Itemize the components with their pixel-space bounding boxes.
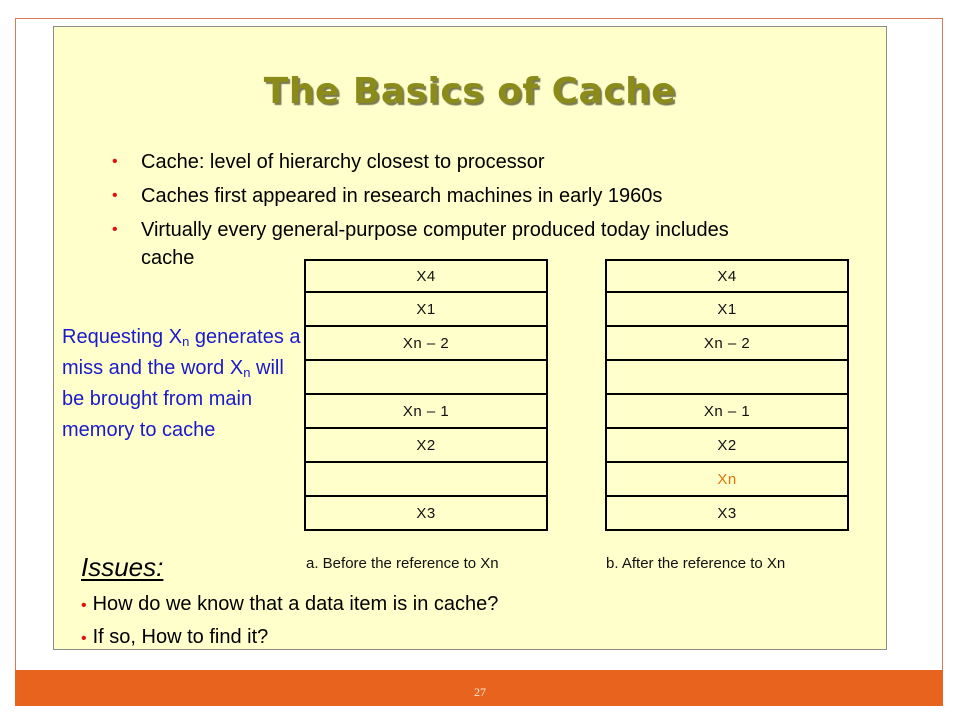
bullet-dot-icon: • <box>81 597 87 614</box>
cache-row: X4 <box>306 259 546 293</box>
cache-row: X2 <box>607 429 847 463</box>
cache-row: Xn – 2 <box>306 327 546 361</box>
cache-row: X1 <box>607 293 847 327</box>
bullet-dot-icon: • <box>112 187 118 204</box>
note-text: will be brought from main memory to cache <box>62 357 284 441</box>
issues-list <box>81 590 498 656</box>
cache-table-after <box>605 259 849 531</box>
cache-row: Xn – 1 <box>306 395 546 429</box>
cache-row <box>306 361 546 395</box>
cache-row: Xn – 2 <box>607 327 847 361</box>
issues-heading: Issues: <box>81 552 164 582</box>
bullet-text: Caches first appeared in research machines in early 1960s <box>141 185 663 207</box>
cache-row: X1 <box>306 293 546 327</box>
slide-title: The Basics of Cache <box>263 71 677 112</box>
cache-row: X3 <box>306 497 546 531</box>
caption-before: a. Before the reference to Xn <box>306 555 499 572</box>
bullet-text: Virtually every general-purpose computer produced today includes cache <box>141 219 729 269</box>
cache-row: Xn – 1 <box>607 395 847 429</box>
note-subscript: n <box>243 365 251 380</box>
issue-item <box>81 623 498 653</box>
page-number: 27 <box>474 685 486 699</box>
bullet-item <box>108 182 768 210</box>
bullet-item <box>108 148 768 176</box>
bullet-text: Cache: level of hierarchy closest to processor <box>141 151 545 173</box>
note-text: Requesting X <box>62 326 183 348</box>
note-text: generates a miss and the word X <box>62 326 301 379</box>
bullet-dot-icon: • <box>112 153 118 170</box>
cache-row: X2 <box>306 429 546 463</box>
note-subscript: n <box>182 334 190 349</box>
caption-after: b. After the reference to Xn <box>606 555 786 572</box>
cache-row <box>306 463 546 497</box>
miss-explanation <box>62 322 302 446</box>
cache-row: X3 <box>607 497 847 531</box>
issue-item <box>81 590 498 620</box>
cache-row-new-entry: Xn <box>607 463 847 497</box>
issue-text: How do we know that a data item is in cache? <box>92 593 499 615</box>
bullet-dot-icon: • <box>81 630 87 647</box>
cache-row: X4 <box>607 259 847 293</box>
bullet-dot-icon: • <box>112 221 118 238</box>
issue-text: If so, How to find it? <box>92 626 269 648</box>
cache-table-before <box>304 259 548 531</box>
cache-row <box>607 361 847 395</box>
